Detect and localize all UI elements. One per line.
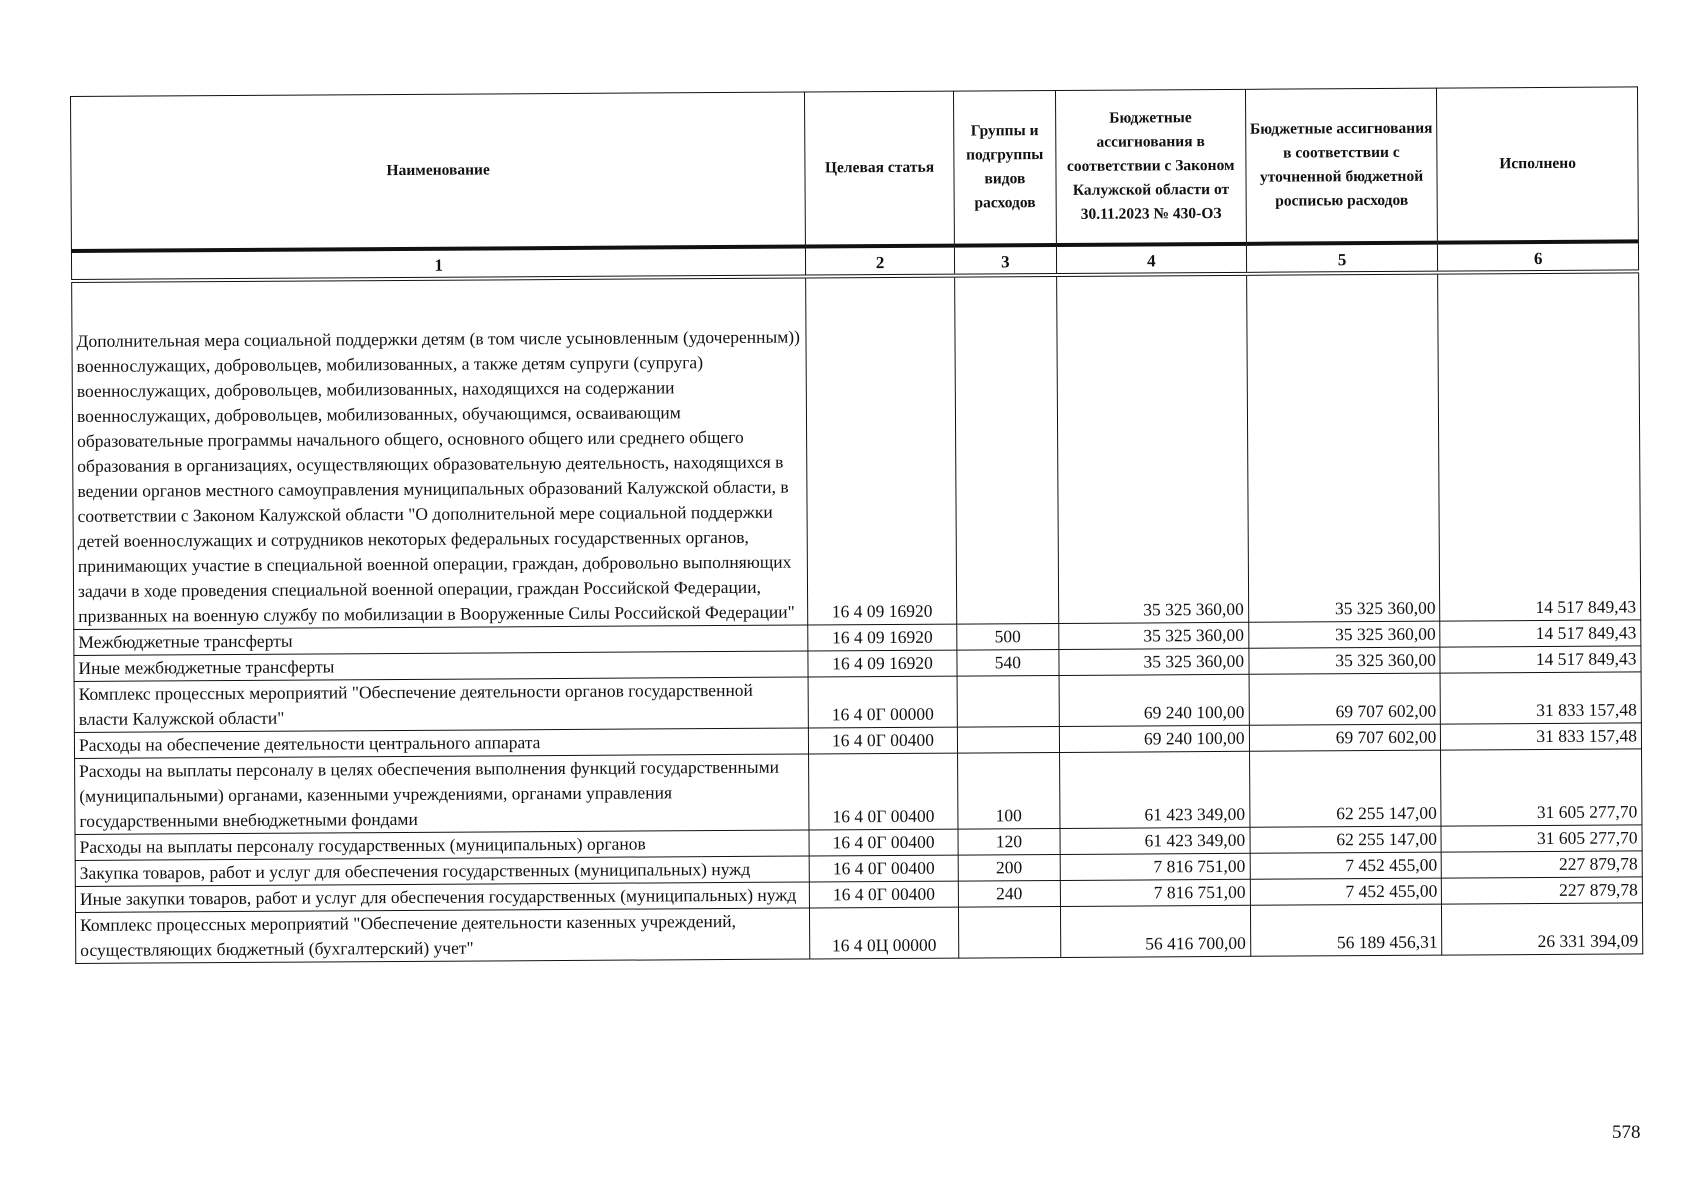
row-refined-amount: 62 255 147,00 [1250,826,1442,853]
page-number: 578 [1612,1122,1641,1143]
row-name: Дополнительная мера социальной поддержки детям (в том числе усыновленным (удочеренным)) военнослужащих, добровольцев, мобилизованных, а также детям супруги (супруга) военнослужащих, добровольцев, мобилизованных, находящихся на содержании военнослужащих, добровольцев, мобилизованных, обучающимся, осваивающим образовательные программы начального общего, основного общего или среднего общего образования в организациях, осуществляющих образовательную деятельность, находящихся в ведении органов местного самоуправления муниципальных образований Калужской области, в соответствии с Законом Калужской области "О дополнительной мере социальной поддержки детей военнослужащих и сотрудников некоторых федеральных государственных органов, принимающих участие в специальной военной операции, граждан, добровольно выполняющих задачи в ходе проведения специальной военной операции, граждан Российской Федерации, призванных на военную службу по мобилизации в Вооруженные Силы Российской Федерации" [72,277,809,630]
row-executed-amount: 227 879,78 [1442,851,1643,878]
header-target-article: Целевая статья [805,91,954,246]
row-expense-group: 540 [957,649,1060,676]
row-target-article: 16 4 0Г 00400 [810,881,958,908]
row-refined-amount: 56 189 456,31 [1250,904,1442,956]
row-law-amount: 7 816 751,00 [1060,853,1250,880]
row-name: Расходы на обеспечение деятельности центрального аппарата [74,728,809,758]
row-name: Иные закупки товаров, работ и услуг для обеспечения государственных (муниципальных) нужд [75,882,810,912]
table-row [74,672,1641,733]
row-name: Иные межбюджетные трансферты [74,651,809,681]
row-expense-group: 200 [958,854,1061,881]
row-law-amount: 56 416 700,00 [1061,905,1251,957]
budget-sheet [70,86,1643,964]
row-refined-amount: 7 452 455,00 [1250,852,1442,879]
row-name: Закупка товаров, работ и услуг для обеспечения государственных (муниципальных) нужд [75,856,810,886]
row-target-article: 16 4 0Г 00000 [809,676,957,728]
row-law-amount: 35 325 360,00 [1057,274,1249,624]
header-law-allocations: Бюджетные ассигнования в соответствии с Законом Калужской области от 30.11.2023 № 430-ОЗ [1056,89,1247,245]
header-row [71,87,1639,251]
header-name: Наименование [71,92,806,251]
row-executed-amount: 31 605 277,70 [1441,825,1642,852]
row-executed-amount: 26 331 394,09 [1442,903,1643,955]
header-expense-groups: Группы и подгруппы видов расходов [953,90,1056,245]
row-law-amount: 7 816 751,00 [1060,879,1250,906]
row-law-amount: 35 325 360,00 [1059,622,1249,649]
column-number: 6 [1438,241,1639,272]
row-law-amount: 35 325 360,00 [1059,648,1249,675]
table-row [75,903,1642,964]
column-number: 4 [1056,244,1246,275]
row-target-article: 16 4 0Г 00400 [809,753,958,830]
row-expense-group [957,675,1060,727]
row-executed-amount: 14 517 849,43 [1440,620,1641,647]
row-expense-group [957,726,1060,753]
column-number: 3 [954,245,1057,276]
row-executed-amount: 14 517 849,43 [1440,646,1641,673]
row-executed-amount: 227 879,78 [1442,877,1643,904]
row-refined-amount: 62 255 147,00 [1249,750,1441,827]
row-name: Межбюджетные трансферты [74,625,809,655]
row-name: Комплекс процессных мероприятий "Обеспечение деятельности органов государственной власти Калужской области" [74,677,809,732]
row-executed-amount: 14 517 849,43 [1438,271,1641,621]
row-executed-amount: 31 833 157,48 [1441,723,1642,750]
column-number: 5 [1246,243,1438,274]
row-refined-amount: 7 452 455,00 [1250,878,1442,905]
row-refined-amount: 35 325 360,00 [1249,647,1441,674]
row-executed-amount: 31 833 157,48 [1440,672,1641,724]
table-row [72,271,1641,629]
row-name: Расходы на выплаты персоналу государственных (муниципальных) органов [75,830,810,860]
row-executed-amount: 31 605 277,70 [1441,749,1642,826]
row-expense-group: 240 [958,880,1061,907]
row-law-amount: 69 240 100,00 [1059,674,1249,726]
row-expense-group [954,275,1059,624]
row-expense-group: 100 [957,752,1060,829]
header-executed: Исполнено [1437,87,1639,243]
column-number: 1 [71,247,806,281]
row-expense-group: 120 [958,828,1061,855]
row-refined-amount: 35 325 360,00 [1246,273,1440,623]
budget-table [70,86,1643,964]
row-law-amount: 61 423 349,00 [1060,827,1250,854]
row-target-article: 16 4 0Г 00400 [809,727,957,754]
row-refined-amount: 69 707 602,00 [1249,724,1441,751]
row-target-article: 16 4 0Г 00400 [809,829,957,856]
column-number: 2 [806,246,954,277]
row-target-article: 16 4 09 16920 [806,276,956,625]
row-expense-group: 500 [956,623,1059,650]
row-law-amount: 69 240 100,00 [1059,725,1249,752]
row-target-article: 16 4 0Г 00400 [810,855,958,882]
table-row [75,749,1642,835]
row-name: Расходы на выплаты персоналу в целях обеспечения выполнения функций государственными (муниципальными) органами, казенными учреждениями, органами управления государственными внебюджетными фондами [75,754,810,834]
row-name: Комплекс процессных мероприятий "Обеспечение деятельности казенных учреждений, осуществляющих бюджетный (бухгалтерский) учет" [75,908,810,963]
row-expense-group [958,906,1061,958]
row-refined-amount: 69 707 602,00 [1249,673,1441,725]
row-target-article: 16 4 0Ц 00000 [810,907,958,959]
row-target-article: 16 4 09 16920 [808,624,956,651]
row-refined-amount: 35 325 360,00 [1248,621,1440,648]
row-law-amount: 61 423 349,00 [1060,751,1250,828]
row-target-article: 16 4 09 16920 [808,650,956,677]
header-refined-allocations: Бюджетные ассигнования в соответствии с уточненной бюджетной росписью расходов [1245,88,1438,244]
